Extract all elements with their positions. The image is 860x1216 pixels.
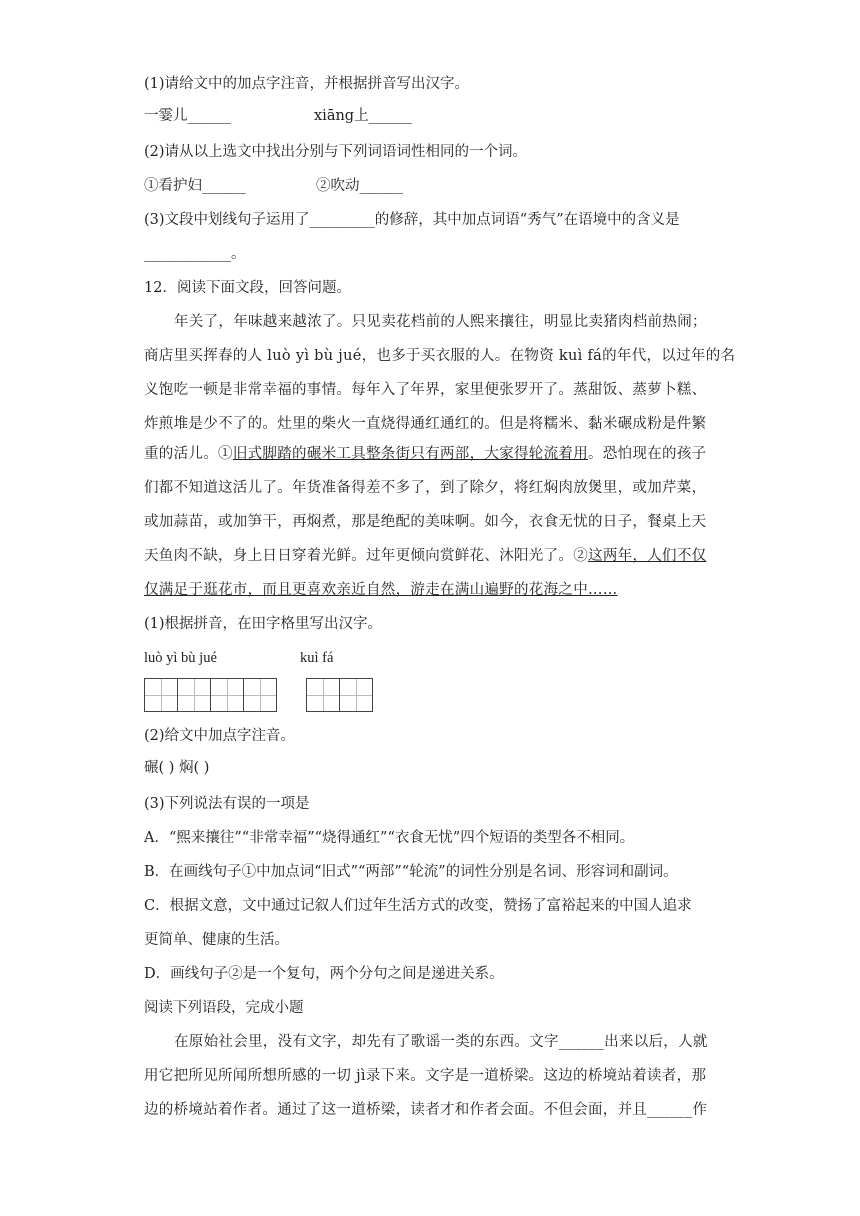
passage-line-3: 义饱吃一顿是非常幸福的事情。每年入了年界，家里便张罗开了。蒸甜饭、蒸萝卜糕、 bbox=[144, 382, 707, 398]
q12-sub1: (1)根据拼音，在田字格里写出汉字。 bbox=[144, 616, 383, 632]
circle-marker-2: ② bbox=[573, 548, 589, 564]
tianzige-group-2[interactable] bbox=[307, 678, 373, 712]
q11-sub1: (1)请给文中的加点字注音，并根据拼音写出汉字。 bbox=[144, 76, 470, 92]
option-a[interactable]: A．“熙来攘往”“非常幸福”“烧得通红”“衣食无忧”四个短语的类型各不相同。 bbox=[144, 830, 635, 846]
q11-sub2-a: ①看护妇______ bbox=[144, 178, 246, 194]
q13-line-2: 用它把所见所闻所想所感的一切 jì录下来。文字是一道桥梁。这边的桥境站着读者，那 bbox=[144, 1068, 707, 1084]
tianzige-cell[interactable] bbox=[210, 678, 244, 712]
q12-sub2-line: 碾( ) 焖( ) bbox=[144, 760, 210, 776]
passage-line-5-text: 重的活儿。 bbox=[144, 446, 218, 462]
passage-line-1: 年关了，年味越来越浓了。只见卖花档前的人熙来攘往，明显比卖猪肉档前热闹； bbox=[174, 314, 707, 330]
underlined-sentence-2a: 这两年，人们不仅 bbox=[588, 548, 707, 564]
option-d[interactable]: D．画线句子②是一个复句，两个分句之间是递进关系。 bbox=[144, 966, 504, 982]
q11-sub2-b: ②吹动______ bbox=[316, 178, 403, 194]
tianzige-cell[interactable] bbox=[339, 678, 373, 712]
passage-line-5-tail: 。恐怕现在的孩子 bbox=[588, 446, 707, 462]
q11-sub1-b: xiāng上______ bbox=[314, 108, 413, 124]
option-c-line2[interactable]: 更简单、健康的生活。 bbox=[144, 932, 289, 948]
passage-line-8-text: 天鱼肉不缺，身上日日穿着光鲜。过年更倾向赏鲜花、沐阳光了。 bbox=[144, 548, 574, 564]
pinyin-1: luò yì bù jué bbox=[144, 650, 217, 666]
q13-line-1: 在原始社会里，没有文字，却先有了歌谣一类的东西。文字______出来以后，人就 bbox=[174, 1034, 708, 1050]
passage-line-6: 们都不知道这活儿了。年货准备得差不多了，到了除夕，将红焖肉放煲里，或加芹菜， bbox=[144, 480, 707, 496]
passage-line-5 bbox=[144, 444, 716, 464]
tianzige-cell[interactable] bbox=[243, 678, 277, 712]
q11-sub2: (2)请从以上选文中找出分别与下列词语词性相同的一个词。 bbox=[144, 144, 528, 160]
q12-sub3: (3)下列说法有误的一项是 bbox=[144, 796, 310, 812]
underlined-sentence-1: 旧式脚踏的碾米工具整条街只有两部，大家得轮流着用 bbox=[232, 446, 589, 462]
tianzige-cell[interactable] bbox=[177, 678, 211, 712]
q12-title: 12．阅读下面文段，回答问题。 bbox=[144, 280, 351, 296]
tianzige-group-1[interactable] bbox=[145, 678, 277, 712]
q13-title: 阅读下列语段，完成小题 bbox=[144, 1000, 304, 1016]
q11-sub3-line1: (3)文段中划线句子运用了_________的修辞，其中加点词语“秀气”在语境中的含义是 bbox=[144, 212, 680, 228]
tianzige-cell[interactable] bbox=[306, 678, 340, 712]
option-b[interactable]: B．在画线句子①中加点词“旧式”“两部”“轮流”的词性分别是名词、形容词和副词。 bbox=[144, 864, 678, 880]
passage-line-2: 商店里买挥春的人 luò yì bù jué，也多于买衣服的人。在物资 kuì fá的年代，以过年的名 bbox=[144, 348, 736, 364]
tianzige-cell[interactable] bbox=[144, 678, 178, 712]
circle-marker-1: ① bbox=[218, 446, 233, 462]
passage-line-7: 或加蒜苗，或加笋干，再焖煮，那是绝配的美味啊。如今，衣食无忧的日子，餐桌上天 bbox=[144, 514, 707, 530]
q11-sub1-a: 一霎儿______ bbox=[144, 108, 231, 124]
q12-sub2: (2)给文中加点字注音。 bbox=[144, 728, 296, 744]
passage-line-8 bbox=[144, 546, 716, 566]
option-c-line1[interactable]: C．根据文意，文中通过记叙人们过年生活方式的改变，赞扬了富裕起来的中国人追求 bbox=[144, 898, 692, 914]
underlined-sentence-2b: 仅满足于逛花市，而且更喜欢亲近自然，游走在满山遍野的花海之中…… bbox=[144, 582, 618, 598]
q11-sub3-line2: ____________。 bbox=[144, 246, 246, 262]
passage-line-4: 炸煎堆是少不了的。灶里的柴火一直烧得通红通红的。但是将糯米、黏米碾成粉是件繁 bbox=[144, 416, 707, 432]
pinyin-2: kuì fá bbox=[300, 650, 334, 666]
q13-line-3: 边的桥境站着作者。通过了这一道桥梁，读者才和作者会面。不但会面，并且______作 bbox=[144, 1102, 708, 1118]
